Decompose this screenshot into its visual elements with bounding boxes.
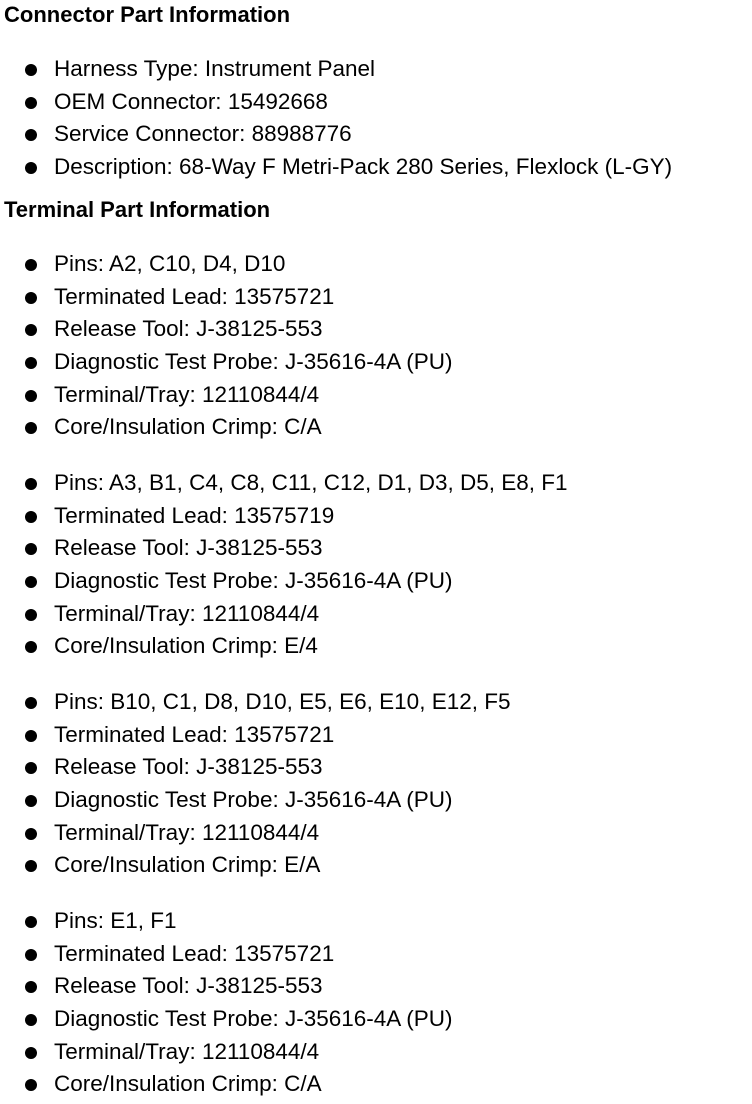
description-text: Description: 68-Way F Metri-Pack 280 Series, Flexlock (L-GY)	[54, 154, 673, 180]
harness-type-text: Harness Type: Instrument Panel	[54, 56, 375, 81]
bullet-icon	[25, 97, 37, 109]
bullet-icon	[25, 357, 37, 369]
release-tool-text: Release Tool: J-38125-553	[54, 316, 323, 342]
bullet-icon	[25, 390, 37, 402]
bullet-icon	[25, 1079, 37, 1091]
crimp-text: Core/Insulation Crimp: E/A	[54, 852, 321, 878]
connector-part-heading: Connector Part Information	[4, 2, 291, 27]
service-connector-text: Service Connector: 88988776	[54, 121, 352, 147]
bullet-icon	[25, 129, 37, 141]
bullet-icon	[25, 1047, 37, 1059]
crimp-text: Core/Insulation Crimp: C/A	[54, 1071, 322, 1097]
terminal-part-heading: Terminal Part Information	[4, 197, 271, 222]
oem-connector-text: OEM Connector: 15492668	[54, 88, 328, 114]
test-probe-text: Diagnostic Test Probe: J-35616-4A (PU)	[54, 787, 453, 813]
pins-text: Pins: A3, B1, C4, C8, C11, C12, D1, D3, D5, E8, F1	[54, 470, 568, 495]
bullet-icon	[25, 64, 37, 76]
terminated-lead-text: Terminated Lead: 13575719	[54, 502, 335, 528]
terminal-tray-text: Terminal/Tray: 12110844/4	[54, 381, 320, 407]
test-probe-text: Diagnostic Test Probe: J-35616-4A (PU)	[54, 568, 453, 594]
crimp-text: Core/Insulation Crimp: E/4	[54, 633, 318, 659]
pins-text: Pins: B10, C1, D8, D10, E5, E6, E10, E12, F5	[54, 689, 511, 714]
bullet-icon	[25, 697, 37, 709]
terminal-tray-text: Terminal/Tray: 12110844/4	[54, 819, 320, 845]
release-tool-text: Release Tool: J-38125-553	[54, 535, 323, 561]
bullet-icon	[25, 860, 37, 872]
test-probe-text: Diagnostic Test Probe: J-35616-4A (PU)	[54, 1006, 453, 1032]
terminated-lead-text: Terminated Lead: 13575721	[54, 721, 335, 747]
bullet-icon	[25, 981, 37, 993]
bullet-icon	[25, 576, 37, 588]
terminated-lead-text: Terminated Lead: 13575721	[54, 283, 335, 309]
bullet-icon	[25, 762, 37, 774]
terminal-tray-text: Terminal/Tray: 12110844/4	[54, 1038, 320, 1064]
bullet-icon	[25, 916, 37, 928]
bullet-icon	[25, 422, 37, 434]
bullet-icon	[25, 478, 37, 490]
release-tool-text: Release Tool: J-38125-553	[54, 754, 323, 780]
pins-text: Pins: A2, C10, D4, D10	[54, 251, 286, 276]
test-probe-text: Diagnostic Test Probe: J-35616-4A (PU)	[54, 349, 453, 375]
bullet-icon	[25, 641, 37, 653]
terminated-lead-text: Terminated Lead: 13575721	[54, 940, 335, 966]
bullet-icon	[25, 292, 37, 304]
bullet-icon	[25, 949, 37, 961]
bullet-icon	[25, 259, 37, 271]
bullet-icon	[25, 324, 37, 336]
bullet-icon	[25, 511, 37, 523]
bullet-icon	[25, 795, 37, 807]
bullet-icon	[25, 1014, 37, 1026]
pins-text: Pins: E1, F1	[54, 908, 177, 933]
bullet-icon	[25, 162, 37, 174]
bullet-icon	[25, 609, 37, 621]
bullet-icon	[25, 730, 37, 742]
release-tool-text: Release Tool: J-38125-553	[54, 973, 323, 999]
crimp-text: Core/Insulation Crimp: C/A	[54, 414, 322, 440]
terminal-tray-text: Terminal/Tray: 12110844/4	[54, 600, 320, 626]
bullet-icon	[25, 828, 37, 840]
bullet-icon	[25, 543, 37, 555]
